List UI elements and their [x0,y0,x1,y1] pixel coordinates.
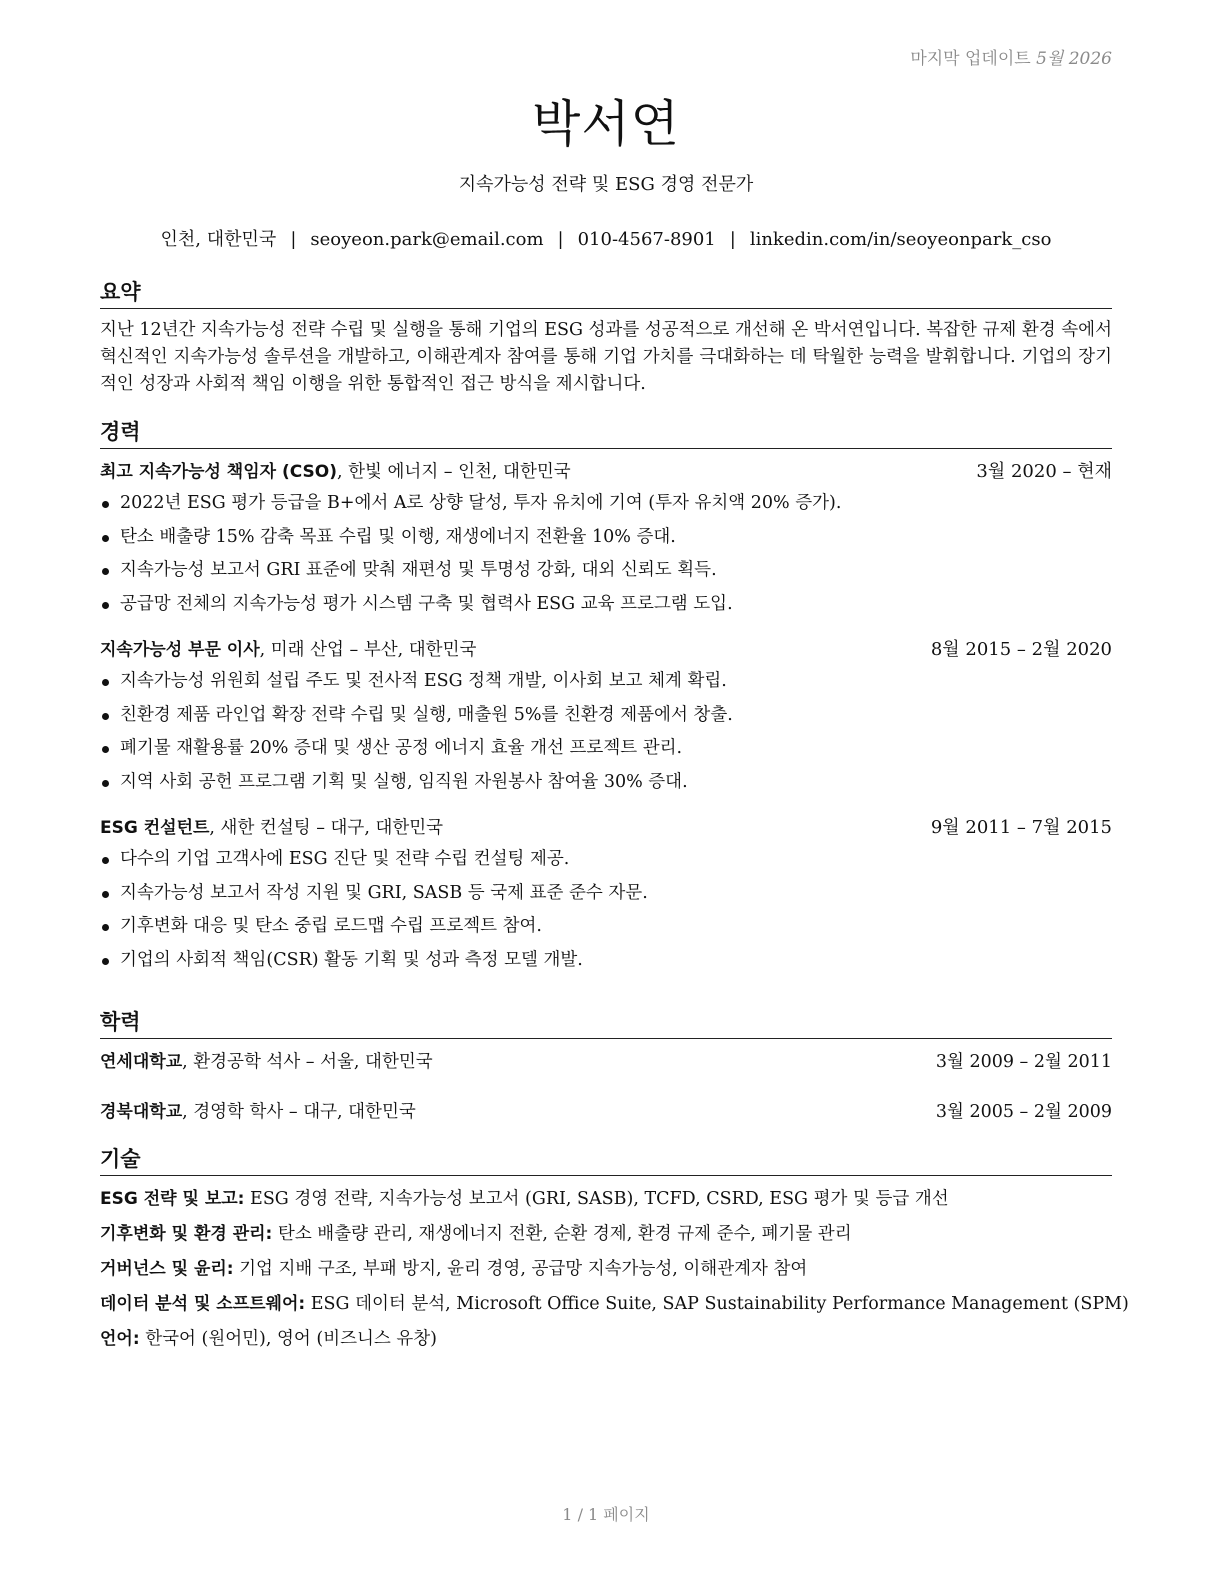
skill-label: 데이터 분석 및 소프트웨어: [100,1294,306,1314]
education-detail: , 환경공학 석사 – 서울, 대한민국 [182,1052,433,1072]
skill-label: ESG 전략 및 보고: [100,1189,245,1209]
education-entry [100,1047,1112,1097]
section-title-skills: 기술 [100,1143,1112,1176]
last-updated-date: 5월 2026 [1036,49,1112,69]
skill-value: 탄소 배출량 관리, 재생에너지 전환, 순환 경제, 환경 규제 준수, 폐기물 관리 [272,1224,852,1244]
skill-row [100,1289,1129,1324]
education-section [100,1006,1112,1147]
job-header [100,457,1112,487]
job-bullet: 2022년 ESG 평가 등급을 B+에서 A로 상향 달성, 투자 유치에 기여 (투자 유치액 20% 증가). [100,487,1112,521]
job-bullet: 폐기물 재활용률 20% 증대 및 생산 공정 에너지 효율 개선 프로젝트 관리. [100,732,1112,766]
job-bullet: 지속가능성 위원회 설립 주도 및 전사적 ESG 정책 개발, 이사회 보고 체계 확립. [100,665,1112,699]
contact-separator: | [290,229,297,250]
job-title: ESG 컨설턴트 [100,818,210,838]
education-school: 연세대학교 [100,1052,183,1072]
page-footer: 1 / 1 페이지 [562,1505,650,1524]
job-org: , 한빛 에너지 – 인천, 대한민국 [337,462,571,482]
last-updated-prefix: 마지막 업데이트 [910,49,1031,69]
headline: 지속가능성 전략 및 ESG 경영 전문가 [458,174,754,195]
job-date: 9월 2011 – 7월 2015 [930,817,1112,838]
last-updated [910,44,1112,69]
job-bullets [100,843,1112,977]
job-title: 지속가능성 부문 이사 [100,640,260,660]
skills-section [100,1143,1129,1359]
education-date: 3월 2009 – 2월 2011 [935,1052,1112,1072]
contact-phone[interactable]: 010-4567-8901 [577,229,716,250]
skill-row [100,1184,1112,1219]
education-detail: , 경영학 학사 – 대구, 대한민국 [182,1102,416,1122]
contact-line [100,225,1112,251]
summary-text: 지난 12년간 지속가능성 전략 수립 및 실행을 통해 기업의 ESG 성과를 성공적으로 개선해 온 박서연입니다. 복잡한 규제 환경 속에서 혁신적인 지속가능성 솔루션을 개발하고, 이해관계자 참여를 통해 기업 가치를 극대화하는 데 탁월한 능력을 발휘합니다. 기업의 장기적인 성장과 사회적 책임 이행을 위한 통합적인 접근 방식을 제시합니다. [100,320,1112,394]
job-title: 최고 지속가능성 책임자 (CSO) [100,462,338,482]
job-entry [100,813,1112,977]
summary-section [100,276,1112,398]
contact-separator: | [729,229,736,250]
job-bullet: 공급망 전체의 지속가능성 평가 시스템 구축 및 협력사 ESG 교육 프로그램 도입. [100,588,1112,622]
job-bullet: 다수의 기업 고객사에 ESG 진단 및 전략 수립 컨설팅 제공. [100,843,1112,877]
job-header [100,813,1112,843]
contact-location: 인천, 대한민국 [160,229,277,250]
skill-value: 한국어 (원어민), 영어 (비즈니스 유창) [139,1329,438,1349]
experience-section [100,416,1112,991]
resume-page [100,0,1129,1584]
job-bullet: 친환경 제품 라인업 확장 전략 수립 및 실행, 매출원 5%를 친환경 제품에서 창출. [100,699,1112,733]
candidate-name: 박서연 [532,95,680,153]
skill-label: 거버넌스 및 윤리: [100,1259,234,1279]
job-bullet: 기업의 사회적 책임(CSR) 활동 기획 및 성과 측정 모델 개발. [100,944,1112,978]
job-org: , 미래 산업 – 부산, 대한민국 [259,640,477,660]
skill-value: ESG 경영 전략, 지속가능성 보고서 (GRI, SASB), TCFD, CSRD, ESG 평가 및 등급 개선 [244,1189,949,1209]
education-school: 경북대학교 [100,1102,183,1122]
job-date: 3월 2020 – 현재 [976,461,1112,482]
skill-value: 기업 지배 구조, 부패 방지, 윤리 경영, 공급망 지속가능성, 이해관계자 참여 [233,1259,808,1279]
job-bullets [100,665,1112,799]
job-bullet: 지역 사회 공헌 프로그램 기획 및 실행, 임직원 자원봉사 참여율 30% 증대. [100,766,1112,800]
skill-value: ESG 데이터 분석, Microsoft Office Suite, SAP Sustainability Performance Management (SPM) [305,1294,1129,1314]
section-title-summary: 요약 [100,276,1112,309]
job-header [100,635,1112,665]
education-date: 3월 2005 – 2월 2009 [935,1102,1112,1122]
job-bullet: 탄소 배출량 15% 감축 목표 수립 및 이행, 재생에너지 전환율 10% 증대. [100,521,1112,555]
section-title-experience: 경력 [100,416,1112,449]
contact-separator: | [557,229,564,250]
job-entry [100,635,1112,799]
job-bullet: 기후변화 대응 및 탄소 중립 로드맵 수립 프로젝트 참여. [100,910,1112,944]
contact-email[interactable]: seoyeon.park@email.com [310,229,544,250]
job-entry [100,457,1112,621]
education-entry [100,1097,1112,1147]
job-bullet: 지속가능성 보고서 GRI 표준에 맞춰 재편성 및 투명성 강화, 대외 신뢰도 획득. [100,554,1112,588]
skill-label: 기후변화 및 환경 관리: [100,1224,273,1244]
skill-row [100,1324,1112,1359]
skill-row [100,1254,1112,1289]
job-org: , 새한 컨설팅 – 대구, 대한민국 [209,818,444,838]
skill-row [100,1219,1112,1254]
skill-label: 언어: [100,1329,140,1349]
contact-linkedin[interactable]: linkedin.com/in/seoyeonpark_cso [749,229,1052,250]
job-bullet: 지속가능성 보고서 작성 지원 및 GRI, SASB 등 국제 표준 준수 자문. [100,877,1112,911]
job-bullets [100,487,1112,621]
section-title-education: 학력 [100,1006,1112,1039]
job-date: 8월 2015 – 2월 2020 [930,639,1112,660]
